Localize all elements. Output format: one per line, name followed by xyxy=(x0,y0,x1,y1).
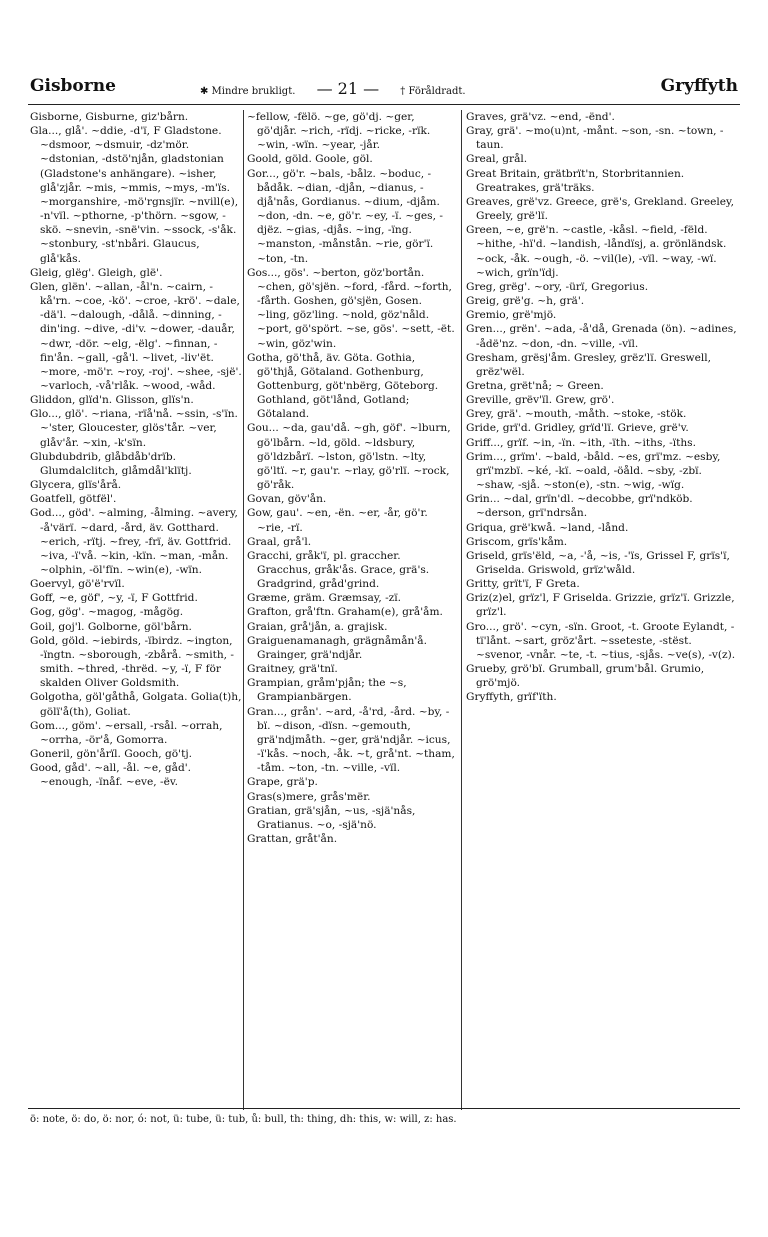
dictionary-entry: Grattan, gråt'ån. xyxy=(247,832,338,845)
dictionary-entry: Goil, goj'l. Golborne, göl'bårn. xyxy=(30,620,192,633)
dictionary-entry: Gride, grï'd. Gridley, grïd'lï. Grieve, grë'v. xyxy=(466,422,689,435)
dictionary-entry: Gog, gög'. ~magog, -mågög. xyxy=(30,606,184,619)
dictionary-entry: Gom..., göm'. ~ersall, -rsål. ~orrah, ~orrha, -ör'å, Gomorra. xyxy=(30,719,223,746)
header-first-word: Gisborne xyxy=(30,76,116,96)
footer-rule xyxy=(28,1108,740,1109)
dictionary-entry: Gray, grä'. ~mo(u)nt, -månt. ~son, -sn. ~town, -taun. xyxy=(466,125,724,152)
rare-usage-note: ✱ Mindre brukligt. xyxy=(200,86,296,97)
dictionary-entry: Goervyl, gö'ë'rvïl. xyxy=(30,578,125,591)
dictionary-entry: Graitney, grä'tnï. xyxy=(247,663,338,676)
dictionary-entry: Graal, grå'l. xyxy=(247,535,312,548)
dictionary-entry: Gou... ~da, gau'då. ~gh, göf'. ~lburn, gö'lbårn. ~ld, göld. ~ldsbury, gö'ldzbårï. ~lston, gö'lstn. ~lty, gö'ltï. ~r, gau'r. ~rlay, gö'rlï. ~rock, gö'råk. xyxy=(247,422,451,492)
dictionary-entry: ~fellow, -fëlö. ~ge, gö'dj. ~ger, gö'djår. ~rich, -rïdj. ~ricke, -rïk. ~win, -wïn. ~year, -jår. xyxy=(247,111,431,152)
dictionary-entry: Gras(s)mere, grås'mër. xyxy=(247,790,371,803)
dictionary-entry: Grey, grä'. ~mouth, -måth. ~stoke, -stök. xyxy=(466,408,687,421)
dictionary-entry: Gold, göld. ~iebirds, -ïbirdz. ~ington, -ïngtn. ~sborough, -zbårå. ~smith, -smith. ~thred, -thrëd. ~y, -ï, F för skalden Oliver Goldsmith. xyxy=(30,634,234,690)
dictionary-entry: Grim..., grïm'. ~bald, -båld. ~es, grï'mz. ~esby, grï'mzbï. ~ké, -kï. ~oald, -öåld. ~sby, -zbï. ~shaw, -sjå. ~ston(e), -stn. ~wig, -wïg. xyxy=(466,450,721,492)
dictionary-entry: Gremio, grë'mjö. xyxy=(466,309,557,322)
dictionary-entry: Griscom, grïs'kåm. xyxy=(466,535,568,548)
header-last-word: Gryffyth xyxy=(660,76,738,96)
dictionary-entry: Grampian, gråm'pjån; the ~s, Grampianbärgen. xyxy=(247,677,407,704)
dictionary-entry: Goff, ~e, göf', ~y, -ï, F Gottfrid. xyxy=(30,592,198,605)
dictionary-entry: Gliddon, glïd'n. Glisson, glïs'n. xyxy=(30,394,194,407)
dictionary-entry: Griz(z)el, grïz'l, F Griselda. Grizzie, grïz'ï. Grizzle, grïz'l. xyxy=(466,592,735,619)
dictionary-entry: Glen, glën'. ~allan, -ål'n. ~cairn, -kå'rn. ~coe, -kö'. ~croe, -krö'. ~dale, -dä'l. ~dalough, -dålå. ~dinning, -din'ing. ~dive, -di'v. ~dower, -dauår, ~dwr, -dör. ~elg, -ëlg'. ~finnan, -fin'ån. ~gall, -gå'l. ~livet, -liv'ët. ~more, -mö'r. ~roy, -roj'. ~shee, -sjë'. ~varloch, -vå'rlåk. ~wood, -wåd. xyxy=(30,280,242,392)
dictionary-entry: Greig, grë'g. ~h, grä'. xyxy=(466,295,585,308)
dictionary-entry: Green, ~e, grë'n. ~castle, -kåsl. ~field, -fëld. ~hithe, -hï'd. ~landish, -låndïsj, a. grönländsk. ~ock, -åk. ~ough, -ö. ~vil(le), -vïl. ~way, -wï. ~wich, grïn'ïdj. xyxy=(466,224,727,279)
dictionary-entry: Greg, grëg'. ~ory, -ürï, Gregorius. xyxy=(466,280,649,293)
dictionary-entry: Goneril, gön'årïl. Gooch, gö'tj. xyxy=(30,748,192,761)
dictionary-entry: Graian, grå'jån, a. grajisk. xyxy=(247,620,388,633)
column-3 xyxy=(466,110,738,1110)
dictionary-entry: Gran..., grån'. ~ard, -å'rd, -ård. ~by, -bï. ~dison, -dïsn. ~gemouth, grä'ndjmåth. ~ger, grä'ndjår. ~icus, -ï'kås. ~noch, -åk. ~t, grå'nt. ~tham, -tåm. ~ton, -tn. ~ville, -vïl. xyxy=(247,705,455,775)
dictionary-entry: Goatfell, götfël'. xyxy=(30,493,117,506)
dictionary-entry: Greville, grëv'ïl. Grew, grö'. xyxy=(466,394,615,407)
dictionary-entry: Griseld, grïs'ëld, ~a, -'å, ~is, -'ïs, Grissel F, grïs'ï, Griselda. Griswold, grïz'wåld. xyxy=(466,549,730,576)
dictionary-entry: Griqua, grë'kwå. ~land, -lånd. xyxy=(466,521,629,534)
dictionary-entry: Grueby, grö'bï. Grumball, grum'bål. Grumio, grö'mjö. xyxy=(466,663,705,690)
dictionary-entry: Great Britain, grätbrït'n, Storbritannien. Greatrakes, grä'träks. xyxy=(466,167,685,194)
dictionary-entry: Glycera, glïs'årå. xyxy=(30,479,122,492)
obsolete-note: † Föråldradt. xyxy=(400,86,466,97)
dictionary-entry: Gritty, grït'ï, F Greta. xyxy=(466,578,580,591)
header-rule xyxy=(28,104,740,105)
header-legend xyxy=(200,79,466,98)
dictionary-entry: Grafton, grå'ftn. Graham(e), grå'åm. xyxy=(247,606,443,619)
dictionary-entry: Gisborne, Gisburne, giz'bårn. xyxy=(30,111,189,123)
dictionary-entry: Gresham, grësj'åm. Gresley, grëz'lï. Greswell, grëz'wël. xyxy=(466,351,712,378)
dictionary-entry: Graiguenamanagh, grägnåmån'å. Grainger, grä'ndjår. xyxy=(247,634,427,661)
dictionary-entry: Gotha, gö'thå, äv. Göta. Gothia, gö'thjå, Götaland. Gothenburg, Gottenburg, göt'nbërg, Göteborg. Gothland, göt'lånd, Gotland; Götaland. xyxy=(247,351,439,421)
dictionary-entry: Glo..., glö'. ~riana, -rïå'nå. ~ssin, -s'ïn. ~'ster, Gloucester, glös'tår. ~ver, glåv'år. ~xin, -k'sïn. xyxy=(30,408,238,449)
dictionary-entry: Græme, gräm. Græmsay, -zï. xyxy=(247,592,401,605)
column-divider xyxy=(243,110,244,1110)
dictionary-entry: Graves, grä'vz. ~end, -ënd'. xyxy=(466,111,615,123)
dictionary-entry: Gow, gau'. ~en, -ën. ~er, -år, gö'r. ~rie, -rï. xyxy=(247,507,428,534)
dictionary-entry: Golgotha, göl'gåthå, Golgata. Golia(t)h, gölï'å(th), Goliat. xyxy=(30,691,242,718)
dictionary-entry: Gleig, glëg'. Gleigh, glë'. xyxy=(30,266,163,279)
dictionary-entry: Gla..., glå'. ~ddie, -d'ï, F Gladstone. ~dsmoor, ~dsmuir, -dz'mör. ~dstonian, -dstö'njån, gladstonian (Gladstone's anhängare). ~isher, glå'zjår. ~mis, ~mmis, ~mys, -m'ïs. ~morganshire, -mö'rgnsjïr. ~nvill(e), -n'vïl. ~pthorne, -p'thörn. ~sgow, -skö. ~snevin, -snë'vin. ~ssock, -s'åk. ~stonbury, -st'nbåri. Glaucus, glå'kås. xyxy=(30,125,239,265)
dictionary-entry: Grape, grä'p. xyxy=(247,776,318,789)
dictionary-entry: Gro..., grö'. ~cyn, -sïn. Groot, -t. Groote Eylandt, -tï'lånt. ~sart, gröz'årt. ~sseteste, -stëst. ~svenor, -vnår. ~te, -t. ~tius, -sjås. ~ve(s), -v(z). xyxy=(466,620,736,661)
dictionary-entry: Gren..., grën'. ~ada, -å'då, Grenada (ön). ~adines, -ådë'nz. ~don, -dn. ~ville, -vïl. xyxy=(466,323,737,350)
dictionary-entry: Gracchi, gråk'ï, pl. graccher. Gracchus, gråk'ås. Grace, grä's. Gradgrind, gråd'grind. xyxy=(247,549,430,591)
dictionary-entry: Govan, göv'ån. xyxy=(247,493,327,506)
dictionary-entry: Gor..., gö'r. ~bals, -bålz. ~boduc, -bådåk. ~dian, -djån, ~dianus, -djå'nås, Gordianus. ~dium, -djåm. ~don, -dn. ~e, gö'r. ~ey, -ï. ~ges, -djëz. ~gias, -djås. ~ing, -ïng. ~manston, -månstån. ~rie, gör'ï. ~ton, -tn. xyxy=(247,167,443,265)
column-divider xyxy=(461,110,462,1110)
column-1 xyxy=(30,110,242,1110)
dictionary-entry: Grin... ~dal, grïn'dl. ~decobbe, grï'ndköb. ~derson, grï'ndrsån. xyxy=(466,493,693,520)
dictionary-entry: Gretna, grët'nå; ~ Green. xyxy=(466,379,604,392)
dictionary-entry: Glubdubdrib, glåbdåb'drïb. Glumdalclitch, glåmdål'klïtj. xyxy=(30,450,192,477)
dictionary-entry: Griff..., grïf. ~in, -ïn. ~ith, -ïth. ~iths, -ïths. xyxy=(466,436,696,449)
page-header xyxy=(30,76,738,100)
dictionary-entry: Good, gåd'. ~all, -ål. ~e, gåd'. ~enough, -ïnåf. ~eve, -ëv. xyxy=(30,762,192,789)
dictionary-entry: Gratian, grä'sjån, ~us, -sjä'nås, Gratianus. ~o, -sjä'nö. xyxy=(247,804,416,831)
dictionary-entry: Gos..., gös'. ~berton, göz'bortån. ~chen, gö'sjën. ~ford, -fård. ~forth, -fårth. Goshen, gö'sjën, Gosen. ~ling, göz'ling. ~nold, göz'nåld. ~port, gö'spört. ~se, gös'. ~sett, -ët. ~win, göz'win. xyxy=(247,266,455,350)
dictionary-entry: Greal, grål. xyxy=(466,153,528,166)
dictionary-entry: Greaves, grë'vz. Greece, grë's, Grekland. Greeley, Greely, grë'lï. xyxy=(466,195,734,223)
dictionary-entry: Goold, göld. Goole, göl. xyxy=(247,153,373,166)
dictionary-entry: God..., göd'. ~alming, -ålming. ~avery, -å'värï. ~dard, -ård, äv. Gotthard. ~erich, -rïtj. ~frey, -frï, äv. Gottfrid. ~iva, -ï'vå. ~kin, -kïn. ~man, -mån. ~olphin, -öl'fïn. ~win(e), -wïn. xyxy=(30,507,238,576)
pronunciation-key: ö: note, ö: do, ö: nor, ó: not, ü: tube, ü: tub, ů: bull, th: thing, dh: this, w: will, z: has. xyxy=(30,1114,457,1125)
page-number: — 21 — xyxy=(316,79,380,98)
column-2 xyxy=(247,110,457,1110)
dictionary-entry: Gryffyth, grïf'ïth. xyxy=(466,691,557,704)
